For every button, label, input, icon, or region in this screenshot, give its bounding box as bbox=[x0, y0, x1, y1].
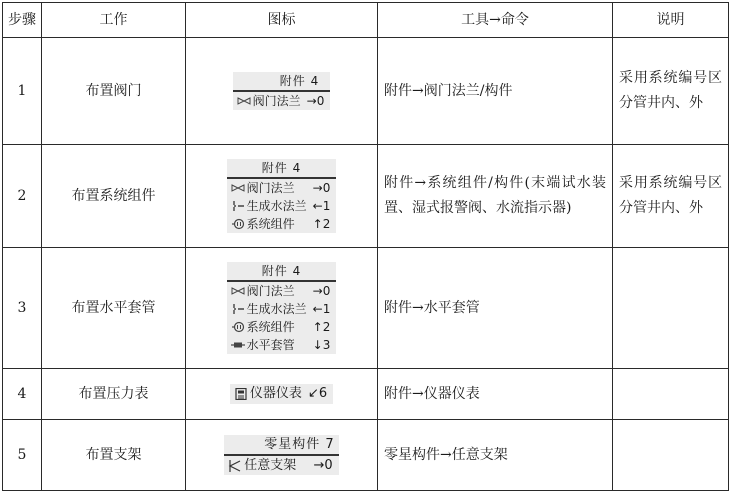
panel-item[interactable] bbox=[227, 300, 337, 318]
step-number: 4 bbox=[3, 369, 42, 420]
command-path: 零星构件→任意支架 bbox=[378, 420, 613, 491]
header-note: 说明 bbox=[613, 3, 729, 38]
panel-item-count: →0 bbox=[312, 284, 331, 298]
table-row bbox=[3, 38, 729, 145]
valve-icon bbox=[237, 95, 251, 107]
panel-item-label: 仪器仪表 bbox=[249, 385, 302, 401]
panel-item-count: ↑2 bbox=[312, 217, 331, 231]
flange-icon bbox=[231, 200, 245, 212]
panel-item-label: 生成水法兰 bbox=[246, 302, 307, 316]
panel-item-label: 系统组件 bbox=[246, 320, 295, 334]
toolbar-panel bbox=[230, 384, 333, 404]
panel-title: 零星构件 7 bbox=[224, 435, 338, 456]
toolbar-panel bbox=[233, 72, 331, 110]
panel-item[interactable] bbox=[224, 456, 338, 475]
panel-item[interactable] bbox=[233, 92, 331, 110]
panel-item-count: ↑2 bbox=[312, 320, 331, 334]
support-icon bbox=[228, 460, 242, 472]
component-icon bbox=[231, 321, 245, 333]
panel-item-label: 任意支架 bbox=[244, 458, 297, 473]
header-icon: 图标 bbox=[186, 3, 378, 38]
table-row bbox=[3, 145, 729, 248]
work-item: 布置阀门 bbox=[42, 38, 186, 145]
table-row bbox=[3, 248, 729, 369]
command-path: 附件→阀门法兰/构件 bbox=[378, 38, 613, 145]
step-number: 3 bbox=[3, 248, 42, 369]
panel-item-count: ←1 bbox=[312, 199, 331, 213]
panel-item-count: ←1 bbox=[312, 302, 331, 316]
table-row bbox=[3, 420, 729, 491]
step-number: 1 bbox=[3, 38, 42, 145]
icon-cell bbox=[186, 420, 378, 491]
panel-item-label: 水平套管 bbox=[246, 338, 295, 352]
component-icon bbox=[231, 218, 245, 230]
table-header-row bbox=[3, 3, 729, 38]
work-item: 布置水平套管 bbox=[42, 248, 186, 369]
work-item: 布置支架 bbox=[42, 420, 186, 491]
icon-cell bbox=[186, 145, 378, 248]
command-path: 附件→系统组件/构件(末端试水装置、湿式报警阀、水流指示器) bbox=[378, 145, 613, 248]
panel-item-count: →0 bbox=[306, 94, 325, 108]
panel-title: 附件 4 bbox=[233, 72, 331, 92]
toolbar-panel bbox=[224, 435, 338, 475]
note-text bbox=[613, 420, 729, 491]
icon-cell bbox=[186, 369, 378, 420]
note-text: 采用系统编号区分管井内、外 bbox=[613, 38, 729, 145]
command-path: 附件→仪器仪表 bbox=[378, 369, 613, 420]
sleeve-icon bbox=[231, 339, 245, 351]
table-row bbox=[3, 369, 729, 420]
note-text bbox=[613, 248, 729, 369]
panel-item-label: 阀门法兰 bbox=[246, 181, 295, 195]
panel-item-count: ↓3 bbox=[312, 338, 331, 352]
icon-cell bbox=[186, 38, 378, 145]
panel-item-label: 系统组件 bbox=[246, 217, 295, 231]
panel-item[interactable] bbox=[230, 384, 333, 404]
flange-icon bbox=[231, 303, 245, 315]
work-item: 布置系统组件 bbox=[42, 145, 186, 248]
valve-icon bbox=[231, 285, 245, 297]
toolbar-panel bbox=[227, 159, 337, 233]
procedure-table bbox=[2, 2, 729, 491]
toolbar-panel bbox=[227, 262, 337, 354]
note-text bbox=[613, 369, 729, 420]
panel-item-count: →0 bbox=[313, 458, 333, 473]
valve-icon bbox=[231, 182, 245, 194]
icon-cell bbox=[186, 248, 378, 369]
step-number: 2 bbox=[3, 145, 42, 248]
panel-item-label: 阀门法兰 bbox=[252, 94, 301, 108]
panel-item[interactable] bbox=[227, 179, 337, 197]
header-command: 工具→命令 bbox=[378, 3, 613, 38]
gauge-icon bbox=[234, 388, 248, 400]
panel-title: 附件 4 bbox=[227, 262, 337, 282]
panel-item-label: 生成水法兰 bbox=[246, 199, 307, 213]
panel-item[interactable] bbox=[227, 336, 337, 354]
panel-item[interactable] bbox=[227, 318, 337, 336]
panel-item[interactable] bbox=[227, 282, 337, 300]
header-work: 工作 bbox=[42, 3, 186, 38]
panel-item-count: ↙6 bbox=[307, 385, 328, 401]
command-path: 附件→水平套管 bbox=[378, 248, 613, 369]
panel-item[interactable] bbox=[227, 197, 337, 215]
panel-item-count: →0 bbox=[312, 181, 331, 195]
panel-title: 附件 4 bbox=[227, 159, 337, 179]
note-text: 采用系统编号区分管井内、外 bbox=[613, 145, 729, 248]
panel-item[interactable] bbox=[227, 215, 337, 233]
work-item: 布置压力表 bbox=[42, 369, 186, 420]
header-step: 步骤 bbox=[3, 3, 42, 38]
step-number: 5 bbox=[3, 420, 42, 491]
panel-item-label: 阀门法兰 bbox=[246, 284, 295, 298]
